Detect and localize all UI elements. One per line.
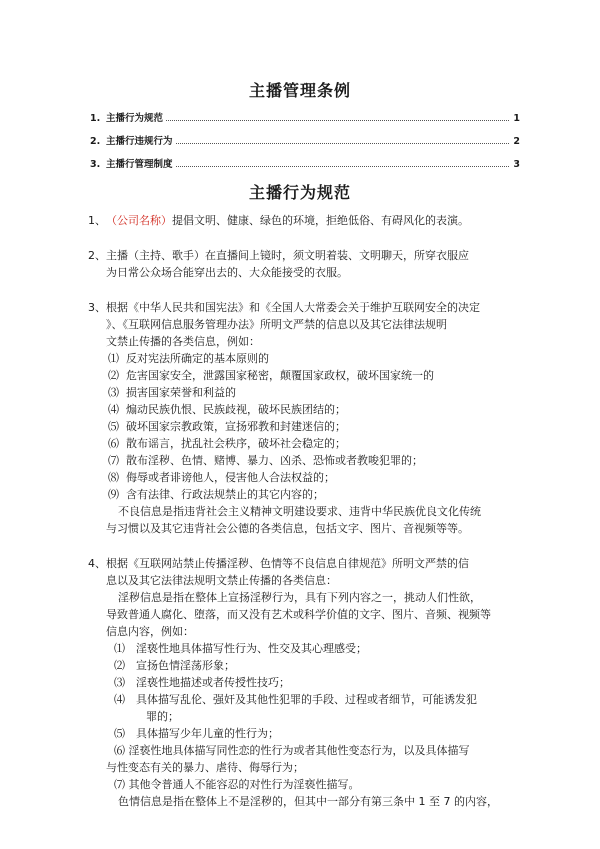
list-item-continuation: 罪的；	[146, 710, 179, 723]
list-item	[88, 367, 523, 384]
toc-entry[interactable]	[90, 133, 520, 156]
list-item-number: ⑴	[114, 642, 125, 655]
list-item-number: ⑷	[108, 403, 119, 416]
section-body	[88, 212, 523, 810]
list-item-number: ⑻	[108, 471, 119, 484]
list-item	[88, 401, 523, 418]
list-item	[88, 350, 523, 367]
toc-label: 主播行管理制度	[106, 159, 173, 170]
list-item	[88, 674, 523, 691]
paragraph-text-rest: 提倡文明、健康、绿色的环境，拒绝低俗、有碍风化的表演。	[172, 214, 469, 227]
table-of-contents	[90, 110, 520, 179]
note-line: 与习惯以及其它违背社会公德的各类信息，包括文字、图片、音视频等等。	[106, 522, 469, 535]
paragraph-line: 根据《中华人民共和国宪法》和《全国人大常委会关于维护互联网安全的决定	[106, 301, 480, 314]
list-item-number: ⑵	[108, 369, 119, 382]
list-item-text: 煽动民族仇恨、民族歧视，破坏民族团结的；	[126, 403, 346, 416]
toc-page-number: 1	[513, 113, 520, 124]
toc-leader-dots	[176, 143, 509, 144]
toc-page-number: 3	[513, 159, 520, 170]
list-item-number: ⑺	[108, 454, 119, 467]
toc-number: 3.	[90, 159, 101, 170]
list-item-text: 损害国家荣誉和利益的	[126, 386, 236, 399]
list-item	[88, 435, 523, 452]
list-item	[88, 452, 523, 469]
toc-entry[interactable]	[90, 110, 520, 133]
rule-paragraph-2	[88, 247, 523, 281]
list-item-text: 淫亵性地描述或者传授性技巧；	[136, 676, 290, 689]
list-item-number: ⑼	[108, 488, 119, 501]
rule-paragraph-1	[88, 212, 523, 229]
list-item	[88, 640, 523, 657]
list-item: ⑺ 其他令普通人不能容忍的对性行为淫亵性描写。	[114, 778, 360, 791]
list-item-number: ⑴	[108, 352, 119, 365]
toc-leader-dots	[166, 120, 509, 121]
list-item-continuation: 与性变态有关的暴力、虐待、侮辱行为；	[106, 761, 304, 774]
list-item-text: 反对宪法所确定的基本原则的	[126, 352, 269, 365]
list-item-text: 淫亵性地具体描写性行为、性交及其心理感受；	[136, 642, 367, 655]
paragraph-number: 4、	[88, 557, 106, 570]
list-item-number: ⑷	[114, 693, 125, 706]
definition-line: 淫秽信息是指在整体上宣扬淫秽行为，具有下列内容之一，挑动人们性欲，	[118, 591, 481, 604]
list-item-text: 具体描写乱伦、强奸及其他性犯罪的手段、过程或者细节，可能诱发犯	[136, 693, 477, 706]
list-item	[88, 691, 523, 708]
paragraph-number: 3、	[88, 301, 106, 314]
paragraph-line: 根据《互联网站禁止传播淫秽、色情等不良信息自律规范》所明文严禁的信	[106, 557, 469, 570]
list-item-text: 侮辱或者诽谤他人，侵害他人合法权益的；	[126, 471, 335, 484]
list-item-text: 破坏国家宗教政策，宣扬邪教和封建迷信的；	[126, 420, 346, 433]
list-item-text: 具体描写少年儿童的性行为；	[136, 727, 279, 740]
toc-entry[interactable]	[90, 156, 520, 179]
list-item-text: 危害国家安全，泄露国家秘密，颠覆国家政权，破坏国家统一的	[126, 369, 434, 382]
paragraph-line: 为日常公众场合能穿出去的、大众能接受的衣服。	[106, 266, 348, 279]
list-item	[88, 486, 523, 503]
company-name-placeholder: （公司名称）	[106, 214, 172, 227]
toc-leader-dots	[176, 166, 509, 167]
paragraph-line: 息以及其它法律法规明文禁止传播的各类信息：	[106, 574, 337, 587]
list-item-number: ⑶	[108, 386, 119, 399]
list-item: ⑹ 淫亵性地具体描写同性恋的性行为或者其他性变态行为，以及具体描写	[114, 744, 470, 757]
definition-line: 色情信息是指在整体上不是淫秽的，但其中一部分有第三条中 1 至 7 的内容，	[118, 795, 498, 808]
toc-number: 2.	[90, 136, 101, 147]
section-title: 主播行为规范	[248, 183, 351, 202]
note-line: 不良信息是指违背社会主义精神文明建设要求、违背中华民族优良文化传统	[118, 505, 481, 518]
list-item-text: 散布淫秽、色情、赌博、暴力、凶杀、恐怖或者教唆犯罪的；	[126, 454, 423, 467]
list-item-number: ⑶	[114, 676, 125, 689]
list-item-number: ⑹	[108, 437, 119, 450]
list-item	[88, 384, 523, 401]
list-item-number: ⑸	[114, 727, 125, 740]
rule-paragraph-3	[88, 299, 523, 537]
definition-line: 信息内容，例如：	[106, 625, 194, 638]
list-item	[88, 418, 523, 435]
paragraph-text	[88, 212, 523, 229]
paragraph-number: 1、	[88, 214, 106, 227]
paragraph-line: 文禁止传播的各类信息，例如：	[106, 335, 260, 348]
list-item-text: 含有法律、行政法规禁止的其它内容的；	[126, 488, 324, 501]
document-title: 主播管理条例	[248, 81, 351, 100]
paragraph-line: 主播（主持、歌手）在直播间上镜时，须文明着装、文明聊天，所穿衣服应	[106, 249, 469, 262]
list-item	[88, 469, 523, 486]
list-item	[88, 657, 523, 674]
list-item-text: 宣扬色情淫荡形象；	[136, 659, 235, 672]
toc-number: 1.	[90, 113, 101, 124]
paragraph-number: 2、	[88, 249, 106, 262]
paragraph-line: 》、《互联网信息服务管理办法》所明文严禁的信息以及其它法律法规明	[106, 318, 447, 331]
toc-label: 主播行为规范	[106, 113, 164, 124]
list-item-number: ⑵	[114, 659, 125, 672]
definition-line: 导致普通人腐化、堕落，而又没有艺术或科学价值的文字、图片、音频、视频等	[106, 608, 491, 621]
toc-label: 主播行违规行为	[106, 136, 173, 147]
list-item	[88, 725, 523, 742]
toc-page-number: 2	[513, 136, 520, 147]
list-item-text: 散布谣言，扰乱社会秩序，破坏社会稳定的；	[126, 437, 346, 450]
list-item-number: ⑸	[108, 420, 119, 433]
rule-paragraph-4	[88, 555, 523, 810]
